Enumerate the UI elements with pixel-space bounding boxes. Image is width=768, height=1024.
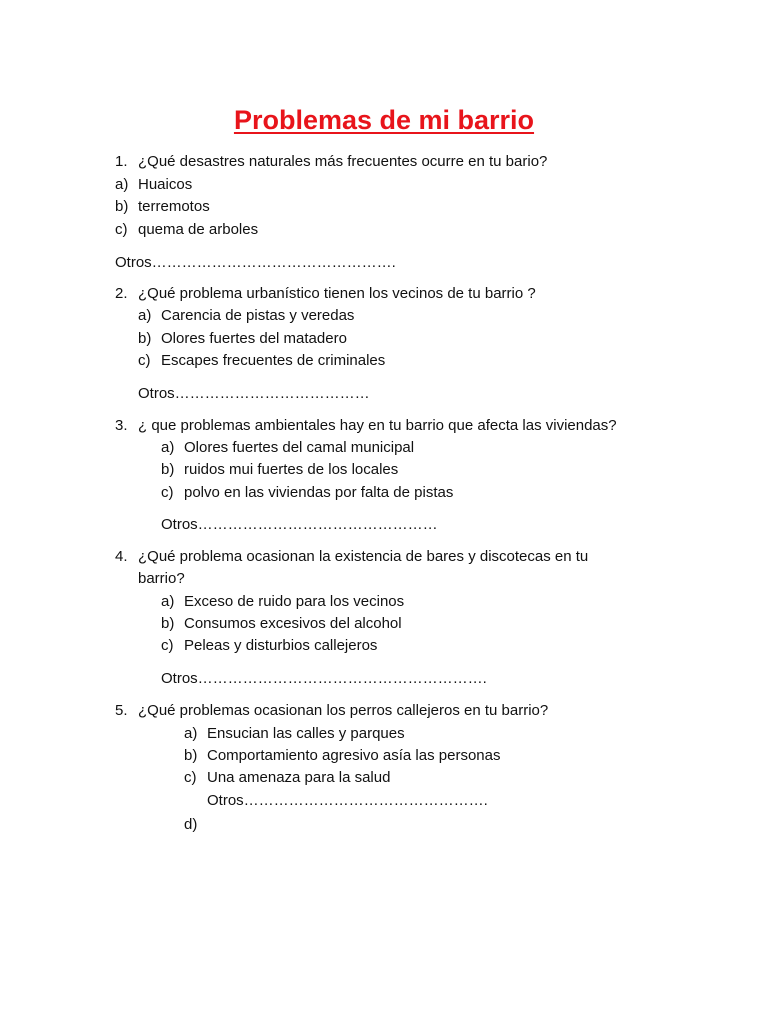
otros-line: Otros………………………………………….: [207, 792, 488, 809]
question-number: 4.: [115, 548, 128, 565]
option-c: [161, 636, 377, 656]
option-d: [184, 815, 197, 835]
option-text: Olores fuertes del camal municipal: [184, 439, 415, 456]
option-text: Comportamiento agresivo asía las personas: [207, 747, 501, 764]
option-letter: c): [161, 637, 174, 654]
question-number: 2.: [115, 285, 128, 302]
option-c: [184, 768, 390, 788]
option-a: [115, 175, 192, 195]
option-c: [161, 483, 453, 503]
option-b: [161, 460, 398, 480]
option-letter: c): [138, 352, 151, 369]
option-a: [161, 438, 414, 458]
question-1: [115, 152, 547, 172]
question-text: ¿Qué problema urbanístico tienen los vecinos de tu barrio ?: [138, 285, 536, 302]
question-text: ¿Qué problema ocasionan la existencia de bares y discotecas en tu: [138, 548, 589, 565]
question-number: 1.: [115, 153, 128, 170]
option-letter: a): [161, 593, 175, 610]
option-text: Carencia de pistas y veredas: [161, 307, 355, 324]
option-text: Peleas y disturbios callejeros: [184, 637, 378, 654]
option-letter: b): [161, 461, 175, 478]
option-text: Una amenaza para la salud: [207, 769, 391, 786]
otros-line: Otros…………………………………: [138, 385, 370, 402]
option-b: [184, 746, 500, 766]
option-b: [161, 614, 402, 634]
option-text: Ensucian las calles y parques: [207, 725, 405, 742]
question-number: 5.: [115, 702, 128, 719]
option-text: quema de arboles: [138, 221, 259, 238]
page-title: Problemas de mi barrio: [233, 105, 535, 135]
question-text: ¿Qué problemas ocasionan los perros callejeros en tu barrio?: [138, 702, 549, 719]
option-letter: c): [115, 221, 128, 238]
option-letter: a): [138, 307, 152, 324]
option-letter: a): [115, 176, 129, 193]
option-text: ruidos mui fuertes de los locales: [184, 461, 399, 478]
option-text: Huaicos: [138, 176, 193, 193]
option-a: [138, 306, 354, 326]
option-text: Olores fuertes del matadero: [161, 330, 347, 347]
option-b: [138, 329, 347, 349]
otros-line: Otros………………………………………………….: [161, 670, 487, 687]
option-letter: b): [184, 747, 198, 764]
question-2: [115, 284, 536, 304]
option-text: polvo en las viviendas por falta de pistas: [184, 484, 454, 501]
option-letter: a): [184, 725, 198, 742]
option-letter: b): [161, 615, 175, 632]
option-a: [184, 724, 405, 744]
question-4: [115, 547, 588, 567]
question-5: [115, 701, 548, 721]
question-text-continuation: barrio?: [138, 570, 185, 587]
otros-line: Otros………………………………………….: [115, 254, 396, 271]
option-c: [138, 351, 385, 371]
option-text: Escapes frecuentes de criminales: [161, 352, 386, 369]
option-letter: b): [138, 330, 152, 347]
question-number: 3.: [115, 417, 128, 434]
option-b: [115, 197, 210, 217]
option-a: [161, 592, 404, 612]
option-letter: c): [184, 769, 197, 786]
option-letter: a): [161, 439, 175, 456]
otros-line: Otros…………………………………………: [161, 516, 438, 533]
question-text: ¿Qué desastres naturales más frecuentes ocurre en tu bario?: [138, 153, 548, 170]
question-text: ¿ que problemas ambientales hay en tu barrio que afecta las viviendas?: [138, 417, 617, 434]
option-letter: c): [161, 484, 174, 501]
option-letter: d): [184, 816, 198, 833]
option-text: terremotos: [138, 198, 210, 215]
option-c: [115, 220, 258, 240]
option-text: Exceso de ruido para los vecinos: [184, 593, 405, 610]
question-3: [115, 416, 617, 436]
option-letter: b): [115, 198, 129, 215]
option-text: Consumos excesivos del alcohol: [184, 615, 402, 632]
